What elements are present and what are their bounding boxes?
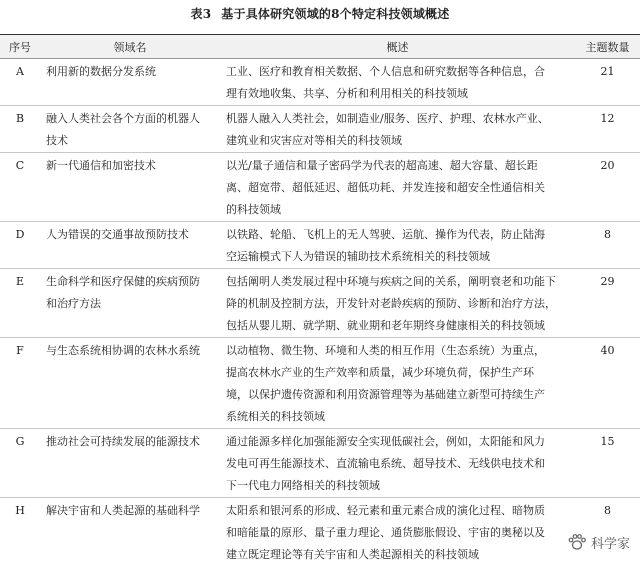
row-description-line: 下一代电力网络相关的科技领域 bbox=[226, 479, 380, 492]
row-description-line: 太阳系和银河系的形成、轻元素和重元素合成的演化过程、暗物质 bbox=[226, 504, 545, 517]
row-count bbox=[575, 269, 640, 338]
table-row bbox=[0, 153, 640, 222]
row-name-line: 生命科学和医疗保健的疾病预防 bbox=[46, 275, 200, 288]
row-count-text: 21 bbox=[600, 65, 615, 78]
table-caption bbox=[0, 4, 640, 24]
row-name bbox=[40, 59, 220, 106]
header-description: 概述 bbox=[220, 35, 575, 59]
row-name-line: 解决宇宙和人类起源的基础科学 bbox=[46, 504, 200, 517]
row-description-line: 建筑业和灾害应对等相关的科技领域 bbox=[226, 134, 402, 147]
row-description-line: 包括从婴儿期、就学期、就业期和老年期终身健康相关的科技领域 bbox=[226, 319, 545, 332]
row-description bbox=[220, 153, 575, 222]
row-count-text: 29 bbox=[600, 275, 615, 288]
caption-title: 基于具体研究领域的8个特定科技领域概述 bbox=[221, 7, 450, 21]
row-description-line: 离、超宽带、超低延迟、超低功耗、并发连接和超安全性通信相关 bbox=[226, 181, 545, 194]
row-count-text: 15 bbox=[600, 435, 615, 448]
row-id bbox=[0, 498, 40, 567]
row-count bbox=[575, 59, 640, 106]
header-count: 主题数量 bbox=[575, 35, 640, 59]
row-count bbox=[575, 429, 640, 498]
table-row bbox=[0, 269, 640, 338]
row-name bbox=[40, 498, 220, 567]
row-name bbox=[40, 106, 220, 153]
row-count-text: 8 bbox=[604, 228, 611, 241]
row-description bbox=[220, 429, 575, 498]
row-id-text: E bbox=[15, 275, 25, 288]
row-id bbox=[0, 59, 40, 106]
row-description-line: 包括阐明人类发展过程中环境与疾病之间的关系，阐明衰老和功能下 bbox=[226, 275, 556, 288]
header-name: 领域名 bbox=[40, 35, 220, 59]
row-description bbox=[220, 106, 575, 153]
row-description-line: 提高农林水产业的生产效率和质量，减少环境负荷，保护生产环 bbox=[226, 366, 534, 379]
row-description-line: 机器人融入人类社会，如制造业/服务、医疗、护理、农林水产业、 bbox=[226, 112, 549, 125]
row-description bbox=[220, 338, 575, 429]
watermark bbox=[567, 530, 630, 554]
row-id bbox=[0, 153, 40, 222]
row-name bbox=[40, 153, 220, 222]
row-count bbox=[575, 338, 640, 429]
row-id bbox=[0, 106, 40, 153]
row-count-text: 20 bbox=[600, 159, 615, 172]
row-description-line: 降的机制及控制方法，开发针对老龄疾病的预防、诊断和治疗方法， bbox=[226, 297, 556, 310]
row-id-text: D bbox=[15, 228, 25, 241]
row-name-line: 与生态系统相协调的农林水系统 bbox=[46, 344, 200, 357]
row-id bbox=[0, 222, 40, 269]
row-name-line: 融入人类社会各个方面的机器人 bbox=[46, 112, 200, 125]
table-row bbox=[0, 429, 640, 498]
table-body bbox=[0, 59, 640, 567]
row-id-text: F bbox=[16, 344, 24, 357]
row-description-line: 发电可再生能源技术、直流输电系统、超导技术、无线供电技术和 bbox=[226, 457, 545, 470]
row-description-line: 理有效地收集、共享、分析和利用相关的科技领域 bbox=[226, 87, 468, 100]
row-description-line: 以光/量子通信和量子密码学为代表的超高速、超大容量、超长距 bbox=[226, 159, 538, 172]
row-id bbox=[0, 269, 40, 338]
overview-table bbox=[0, 34, 640, 566]
table-header-row bbox=[0, 35, 640, 59]
header-id: 序号 bbox=[0, 35, 40, 59]
row-count-text: 8 bbox=[604, 504, 611, 517]
row-description-line: 境，以保护遗传资源和利用资源管理等为基础建立新型可持续生产 bbox=[226, 388, 545, 401]
table-row bbox=[0, 338, 640, 429]
row-description-line: 工业、医疗和教育相关数据、个人信息和研究数据等各种信息，合 bbox=[226, 65, 545, 78]
row-description-line: 空运输模式下人为错误的辅助技术系统相关的科技领域 bbox=[226, 250, 490, 263]
row-description-line: 建立既定理论等有关宇宙和人类起源相关的科技领域 bbox=[226, 548, 479, 561]
row-description-line: 系统相关的科技领域 bbox=[226, 410, 325, 423]
table-row bbox=[0, 498, 640, 567]
row-id-text: B bbox=[15, 112, 25, 125]
row-id bbox=[0, 338, 40, 429]
table-row bbox=[0, 106, 640, 153]
row-id-text: G bbox=[15, 435, 25, 448]
row-id bbox=[0, 429, 40, 498]
row-count bbox=[575, 222, 640, 269]
row-count bbox=[575, 106, 640, 153]
row-description-line: 和暗能量的原形、量子重力理论、通货膨胀假设、宇宙的奥秘以及 bbox=[226, 526, 545, 539]
row-count-text: 12 bbox=[600, 112, 615, 125]
row-id-text: A bbox=[16, 65, 24, 78]
row-name-line: 新一代通信和加密技术 bbox=[46, 159, 156, 172]
row-description bbox=[220, 269, 575, 338]
row-name bbox=[40, 269, 220, 338]
row-name bbox=[40, 222, 220, 269]
table-row bbox=[0, 59, 640, 106]
row-description-line: 以铁路、轮船、飞机上的无人驾驶、运航、操作为代表，防止陆海 bbox=[226, 228, 545, 241]
paw-icon bbox=[567, 533, 587, 551]
row-description bbox=[220, 59, 575, 106]
row-description-line: 以动植物、微生物、环境和人类的相互作用（生态系统）为重点， bbox=[226, 344, 545, 357]
row-name bbox=[40, 338, 220, 429]
row-description bbox=[220, 498, 575, 567]
watermark-text: 科学家 bbox=[590, 536, 630, 552]
row-id-text: H bbox=[15, 504, 25, 517]
row-id-text: C bbox=[15, 159, 25, 172]
row-name-line: 技术 bbox=[46, 134, 68, 147]
row-count-text: 40 bbox=[600, 344, 615, 357]
row-name-line: 和治疗方法 bbox=[46, 297, 101, 310]
row-name-line: 人为错误的交通事故预防技术 bbox=[46, 228, 189, 241]
row-count bbox=[575, 153, 640, 222]
table-row bbox=[0, 222, 640, 269]
row-name bbox=[40, 429, 220, 498]
caption-number: 表3 bbox=[190, 7, 212, 21]
row-description-line: 的科技领域 bbox=[226, 203, 281, 216]
row-name-line: 利用新的数据分发系统 bbox=[46, 65, 156, 78]
row-description-line: 通过能源多样化加强能源安全实现低碳社会，例如，太阳能和风力 bbox=[226, 435, 545, 448]
row-name-line: 推动社会可持续发展的能源技术 bbox=[46, 435, 200, 448]
row-description bbox=[220, 222, 575, 269]
